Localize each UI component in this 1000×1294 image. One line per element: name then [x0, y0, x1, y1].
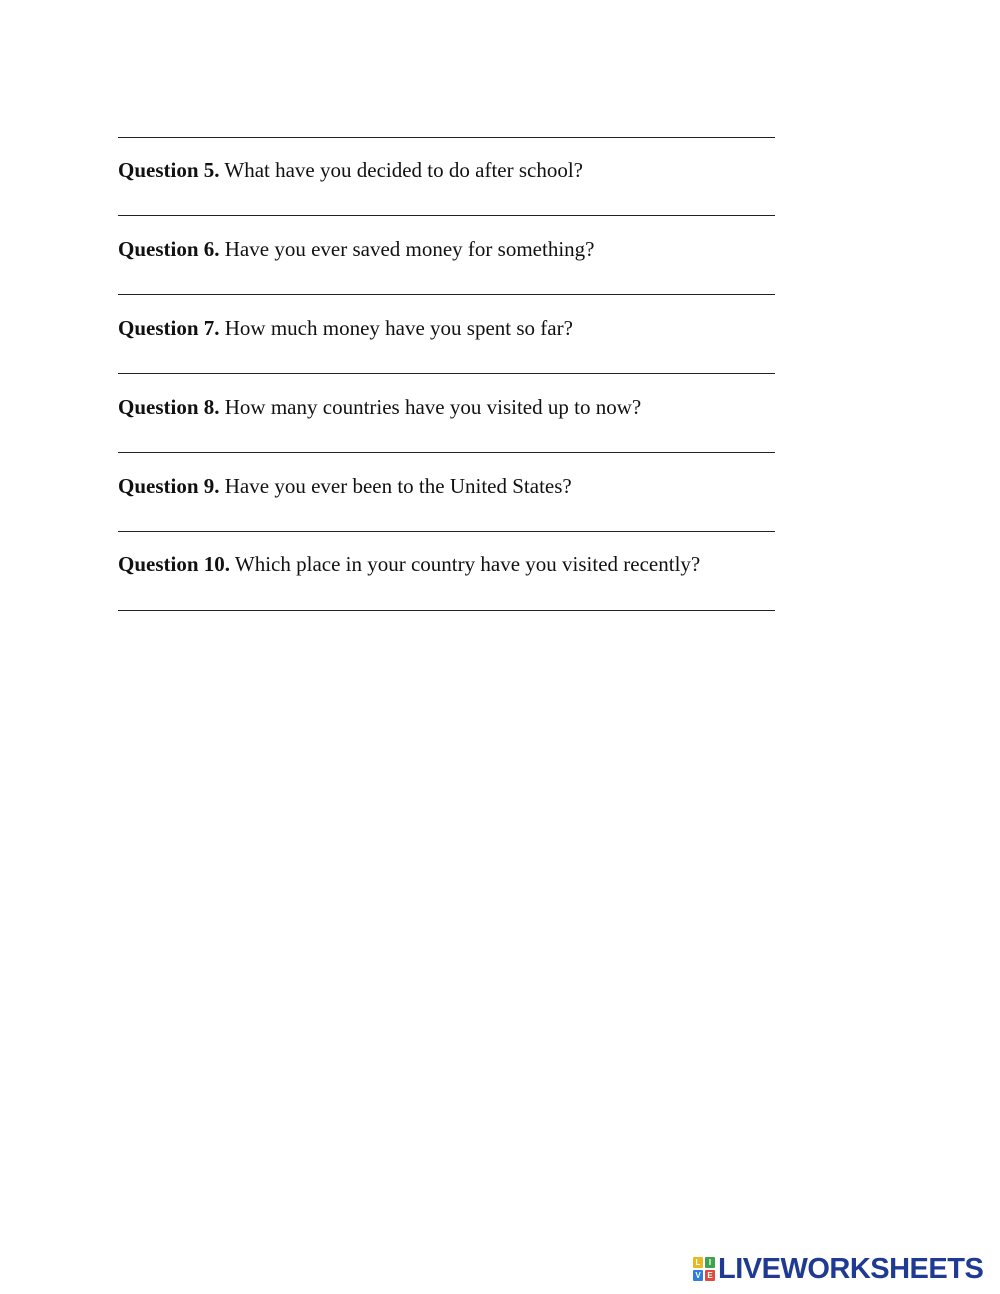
- question-5: [118, 157, 583, 183]
- question-text: Which place in your country have you visited recently?: [230, 552, 701, 576]
- question-text: Have you ever saved money for something?: [219, 237, 595, 261]
- question-6: [118, 236, 594, 262]
- answer-line[interactable]: [118, 137, 775, 138]
- logo-mark-letter: E: [705, 1270, 715, 1281]
- question-7: [118, 315, 573, 341]
- question-10: [118, 551, 700, 577]
- question-text: How many countries have you visited up to now?: [219, 395, 642, 419]
- question-text: Have you ever been to the United States?: [219, 474, 572, 498]
- logo-mark-letter: I: [705, 1257, 715, 1268]
- question-text: How much money have you spent so far?: [219, 316, 573, 340]
- liveworksheets-logo: [693, 1254, 983, 1284]
- answer-line-10[interactable]: [118, 610, 775, 611]
- answer-line-5[interactable]: [118, 215, 775, 216]
- question-number: Question 9.: [118, 474, 220, 498]
- logo-mark-icon: [693, 1257, 715, 1281]
- question-number: Question 10.: [118, 552, 231, 576]
- question-text: What have you decided to do after school?: [219, 158, 583, 182]
- question-number: Question 6.: [118, 237, 220, 261]
- question-9: [118, 473, 572, 499]
- question-number: Question 8.: [118, 395, 220, 419]
- question-number: Question 5.: [118, 158, 220, 182]
- answer-line-9[interactable]: [118, 531, 775, 532]
- logo-text: LIVEWORKSHEETS: [718, 1253, 984, 1285]
- answer-line-7[interactable]: [118, 373, 775, 374]
- answer-line-6[interactable]: [118, 294, 775, 295]
- logo-mark-letter: V: [693, 1270, 703, 1281]
- question-8: [118, 394, 641, 420]
- question-number: Question 7.: [118, 316, 220, 340]
- answer-line-8[interactable]: [118, 452, 775, 453]
- logo-mark-letter: L: [693, 1257, 703, 1268]
